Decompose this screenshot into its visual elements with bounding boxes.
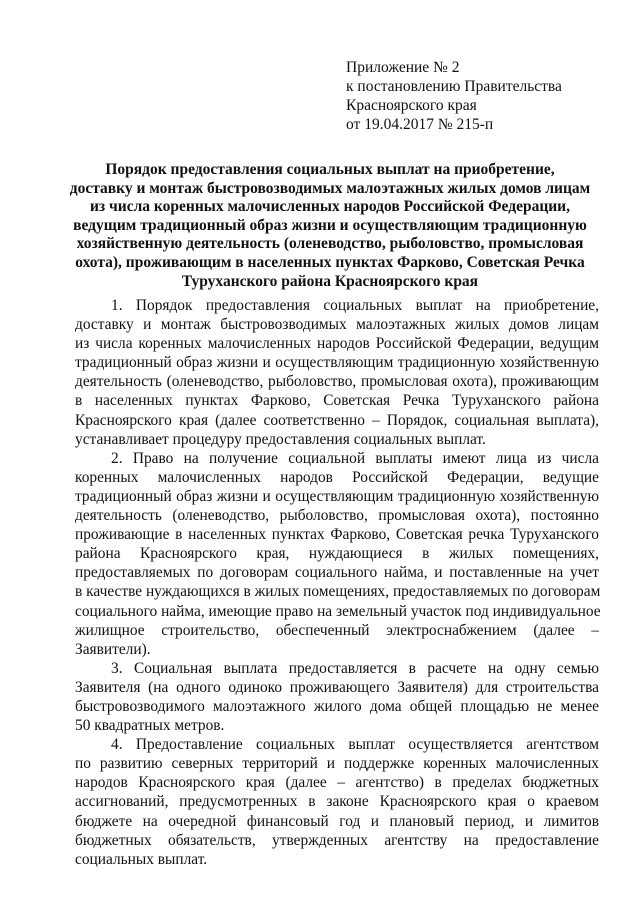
- paragraph-line: проживающие в населенных пунктах Фарково, Советская речка Туруханского: [75, 526, 599, 544]
- paragraph-line: жилищное строительство, обеспеченный электроснабжением (далее –: [75, 621, 599, 639]
- paragraph-1: [75, 296, 599, 449]
- title-line: Порядок предоставления социальных выплат на приобретение,: [105, 161, 555, 178]
- paragraph-line: коренных малочисленных народов Российской Федерации, ведущие: [75, 468, 599, 486]
- paragraph-line: бюджетных обязательств, утвержденных агентству на предоставление: [75, 831, 599, 849]
- paragraph-3: [75, 659, 599, 735]
- paragraph-line: ассигнований, предусмотренных в законе Красноярского края о краевом: [75, 793, 599, 811]
- paragraph-line: 2. Право на получение социальной выплаты имеют лица из числа: [111, 449, 599, 467]
- title-line: охота), проживающим в населенных пунктах Фарково, Советская Речка: [75, 253, 585, 271]
- paragraph-line: 3. Социальная выплата предоставляется в расчете на одну семью: [111, 659, 599, 677]
- paragraph-line: предоставляемых по договорам социального найма, и поставленные на учет: [75, 564, 599, 582]
- document-body: [75, 296, 599, 869]
- paragraph-line: из числа коренных малочисленных народов Российской Федерации, ведущим: [75, 335, 599, 353]
- title-line: Туруханского района Красноярского края: [181, 272, 479, 290]
- title-line: из числа коренных малочисленных народов Российской Федерации,: [90, 198, 570, 216]
- paragraph-line: Красноярского края (далее соответственно – Порядок, социальная выплата),: [75, 411, 599, 429]
- appendix-line: Красноярского края: [346, 97, 477, 114]
- paragraph-line: 50 квадратных метров.: [75, 717, 225, 735]
- paragraph-line: Заявители).: [75, 640, 151, 658]
- paragraph-line: по развитию северных территорий и поддержке коренных малочисленных: [75, 755, 599, 773]
- title-line: хозяйственную деятельность (оленеводство, рыболовство, промысловая: [76, 235, 584, 253]
- paragraph-line: традиционный образ жизни и осуществляющим традиционную хозяйственную: [75, 487, 599, 505]
- paragraph-line: 1. Порядок предоставления социальных выплат на приобретение,: [111, 297, 599, 314]
- paragraph-line: в качестве нуждающихся в жилых помещениях, предоставляемых по договорам: [75, 583, 601, 601]
- paragraph-line: района Красноярского края, нуждающиеся в жилых помещениях,: [75, 545, 599, 563]
- appendix-header: [346, 58, 562, 134]
- paragraph-line: деятельность (оленеводство, рыболовство, промысловая охота), проживающим: [75, 373, 599, 391]
- paragraph-line: социальных выплат.: [75, 850, 208, 868]
- paragraph-4: [75, 735, 599, 869]
- paragraph-line: деятельность (оленеводство, рыболовство, промысловая охота), постоянно: [75, 507, 599, 525]
- paragraph-line: народов Красноярского края (далее – агентство) в пределах бюджетных: [75, 774, 599, 792]
- paragraph-line: социального найма, имеющие право на земельный участок под индивидуальное: [75, 602, 601, 620]
- title-line: ведущим традиционный образ жизни и осуществляющим традиционную: [73, 216, 587, 234]
- document-title: [60, 161, 600, 291]
- appendix-line: от 19.04.2017 № 215-п: [346, 116, 494, 133]
- title-line: доставку и монтаж быстровозводимых малоэтажных жилых домов лицам: [69, 179, 591, 197]
- paragraph-line: Заявителя (на одного одиноко проживающего Заявителя) для строительства: [75, 678, 599, 696]
- appendix-line: Приложение № 2: [346, 59, 460, 76]
- appendix-line: к постановлению Правительства: [346, 78, 562, 95]
- paragraph-line: быстровозводимого малоэтажного жилого дома общей площадью не менее: [75, 697, 599, 715]
- paragraph-line: 4. Предоставление социальных выплат осуществляется агентством: [111, 736, 599, 754]
- paragraph-line: устанавливает процедуру предоставления социальных выплат.: [75, 430, 486, 448]
- paragraph-line: в населенных пунктах Фарково, Советская Речка Туруханского района: [75, 392, 599, 410]
- paragraph-line: традиционный образ жизни и осуществляющим традиционную хозяйственную: [75, 354, 599, 372]
- paragraph-2: [75, 449, 599, 659]
- paragraph-line: бюджете на очередной финансовый год и плановый период, и лимитов: [75, 812, 599, 830]
- paragraph-line: доставку и монтаж быстровозводимых малоэтажных жилых домов лицам: [75, 316, 599, 334]
